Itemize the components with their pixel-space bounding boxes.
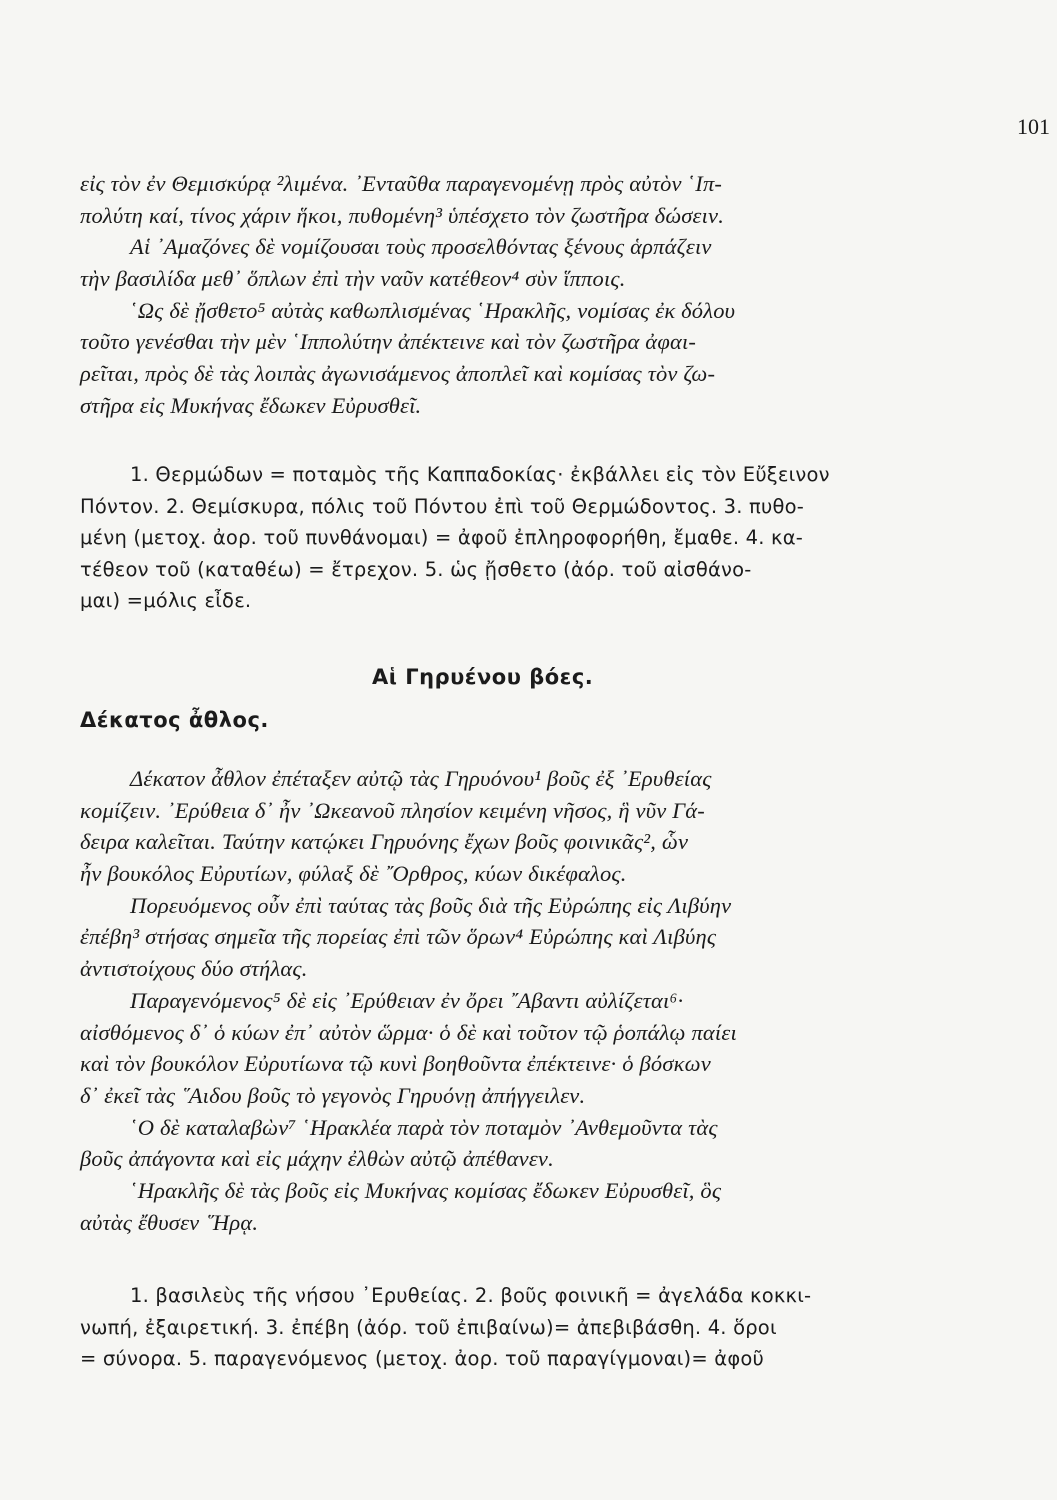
text-line: βοῦς ἀπάγοντα καὶ εἰς μάχην ἐλθὼν αὐτῷ ἀπέθανεν. xyxy=(80,1146,554,1172)
footnote-line: μένη (μετοχ. ἀορ. τοῦ πυνθάνομαι) = ἀφοῦ ἐπληροφορήθη, ἔμαθε. 4. κα- xyxy=(80,526,804,549)
text-line: ἦν βουκόλος Εὐρυτίων, φύλαξ δὲ ῎Ορθρος, κύων δικέφαλος. xyxy=(80,861,627,887)
text-line: δ᾿ ἐκεῖ τὰς ῞Αιδου βοῦς τὸ γεγονὸς Γηρυόνῃ ἀπήγγειλεν. xyxy=(80,1082,586,1108)
footnote-line: 1. Θερμώδων = ποταμὸς τῆς Καππαδοκίας· ἐκβάλλει εἰς τὸν Εὔξεινον xyxy=(130,463,830,486)
main-text-section-2 xyxy=(80,763,912,1238)
text-line: ρεῖται, πρὸς δὲ τὰς λοιπὰς ἀγωνισάμενος ἀποπλεῖ καὶ κομίσας τὸν ζω- xyxy=(80,361,716,387)
text-line: τὴν βασιλίδα μεθ᾿ ὅπλων ἐπὶ τὴν ναῦν κατέθεον⁴ σὺν ἵπποις. xyxy=(80,266,626,292)
text-line: Δέκατον ἆθλον ἐπέταξεν αὐτῷ τὰς Γηρυόνου¹ βοῦς ἐξ ᾿Ερυθείας xyxy=(130,766,712,791)
footnote-line: νωπή, ἐξαιρετική. 3. ἐπέβη (ἀόρ. τοῦ ἐπιβαίνω)= ἀπεβιβάσθη. 4. ὅροι xyxy=(80,1315,777,1339)
text-line: Αἱ ᾿Αμαζόνες δὲ νομίζουσαι τοὺς προσελθόντας ξένους ἁρπάζειν xyxy=(130,234,712,260)
text-line: ῾Ως δὲ ᾔσθετο⁵ αὐτὰς καθωπλισμένας ῾Ηρακλῆς, νομίσας ἐκ δόλου xyxy=(130,297,736,323)
text-line: αἰσθόμενος δ᾿ ὁ κύων ἐπ᾿ αὐτὸν ὥρμα· ὁ δὲ καὶ τοῦτον τῷ ῥοπάλῳ παίει xyxy=(80,1019,737,1045)
text-line: πολύτη καί, τίνος χάριν ἥκοι, πυθομένη³ ὑπέσχετο τὸν ζωστῆρα δώσειν. xyxy=(80,202,725,228)
labor-heading: Δέκατος ἆθλος. xyxy=(80,708,269,732)
chapter-title: Αἱ Γηρυένου βόες. xyxy=(372,665,594,689)
text-line: κομίζειν. ᾿Ερύθεια δ᾿ ἦν ᾿Ωκεανοῦ πλησίον κειμένη νῆσος, ἣ νῦν Γά- xyxy=(80,797,705,823)
text-line: ἐπέβη³ στήσας σημεῖα τῆς πορείας ἐπὶ τῶν ὅρων⁴ Εὐρώπης καὶ Λιβύης xyxy=(80,924,717,950)
footnote-line: τέθεον τοῦ (καταθέω) = ἔτρεχον. 5. ὡς ᾔσθετο (ἀόρ. τοῦ αἰσθάνο- xyxy=(80,557,752,581)
text-line: εἰς τὸν ἐν Θεμισκύρᾳ ²λιμένα. ᾿Ενταῦθα παραγενομένῃ πρὸς αὐτὸν ῾Ιπ- xyxy=(80,171,723,196)
text-line: Πορευόμενος οὖν ἐπὶ ταύτας τὰς βοῦς διὰ τῆς Εὐρώπης εἰς Λιβύην xyxy=(130,892,732,918)
text-line: καὶ τὸν βουκόλον Εὐρυτίωνα τῷ κυνὶ βοηθοῦντα ἐπέκτεινε· ὁ βόσκων xyxy=(80,1051,711,1077)
footnote-line: = σύνορα. 5. παραγενόμενος (μετοχ. ἀορ. τοῦ παραγίγμοναι)= ἀφοῦ xyxy=(80,1347,765,1370)
footnotes-section-1 xyxy=(80,459,912,617)
text-line: αὐτὰς ἔθυσεν ῞Ηρᾳ. xyxy=(80,1209,259,1235)
footnote-line: 1. βασιλεὺς τῆς νήσου ᾿Ερυθείας. 2. βοῦς φοινικῆ = ἀγελάδα κοκκι- xyxy=(130,1284,812,1307)
text-line: ῾Ηρακλῆς δὲ τὰς βοῦς εἰς Μυκήνας κομίσας ἔδωκεν Εὐρυσθεῖ, ὃς xyxy=(130,1177,722,1203)
footnote-line: μαι) =μόλις εἶδε. xyxy=(80,589,252,612)
page-number: 101 xyxy=(1017,114,1050,139)
text-line: ῾Ο δὲ καταλαβὼν⁷ ῾Ηρακλέα παρὰ τὸν ποταμὸν ᾿Ανθεμοῦντα τὰς xyxy=(130,1114,718,1140)
text-line: στῆρα εἰς Μυκήνας ἔδωκεν Εὐρυσθεῖ. xyxy=(80,392,422,418)
footnotes-section-2 xyxy=(80,1280,912,1375)
footnote-line: Πόντον. 2. Θεμίσκυρα, πόλις τοῦ Πόντου ἐπὶ τοῦ Θερμώδοντος. 3. πυθο- xyxy=(80,494,804,518)
text-line: Παραγενόμενος⁵ δὲ εἰς ᾿Ερύθειαν ἐν ὄρει ῎Αβαντι αὐλίζεται⁶· xyxy=(130,987,684,1013)
text-line: ἀντιστοίχους δύο στήλας. xyxy=(80,956,308,982)
text-line: δειρα καλεῖται. Ταύτην κατῴκει Γηρυόνης ἔχων βοῦς φοινικᾶς², ὧν xyxy=(80,829,689,855)
main-text-section-1 xyxy=(80,168,912,422)
text-line: τοῦτο γενέσθαι τὴν μὲν ῾Ιππολύτην ἀπέκτεινε καὶ τὸν ζωστῆρα ἀφαι- xyxy=(80,329,697,355)
